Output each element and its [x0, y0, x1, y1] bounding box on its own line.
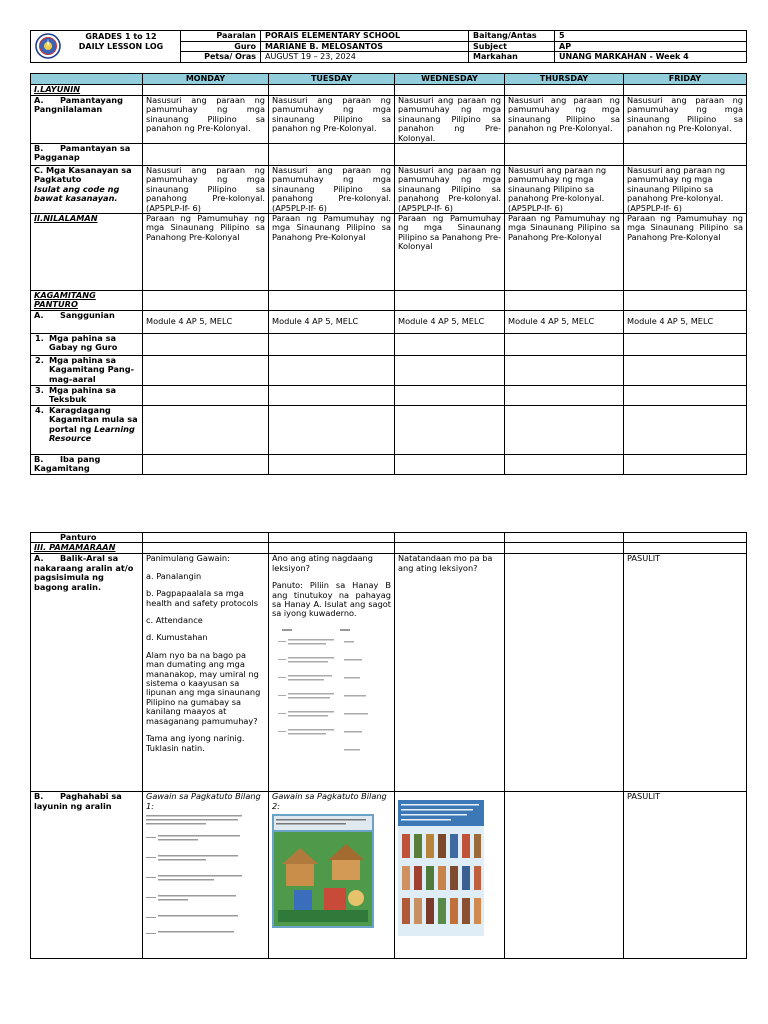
- lesson-table-part1: [30, 73, 747, 475]
- day-header-blank: [31, 74, 143, 85]
- section-layunin: I.LAYUNIN: [31, 85, 143, 96]
- cell-kasanayan-monday: Nasusuri ang paraan ng pamumuhay ng mga sinaunang Pilipino sa panahong Pre-kolonyal. (AP5PLP-If- 6): [143, 166, 269, 214]
- cell-pangnilalaman-wednesday: Nasusuri ang paraan ng pamumuhay ng mga sinaunang Pilipino sa panahon ng Pre-Kolonyal.: [395, 96, 505, 144]
- people-illustration-image: [398, 800, 484, 936]
- row-label-pamantayang-pangnilalaman: A. Pamantayang Pangnilalaman: [31, 96, 143, 144]
- row-label-karagdagang: 4. Karagdagang Kagamitan mula sa portal ng Learning Resource: [31, 405, 143, 454]
- cell-balik-aral-tuesday: Ano ang ating nagdaang leksiyon? Panuto: Piliin sa Hanay B ang tinutukoy na pahayag sa Hanay A. Isulat ang sagot sa iyong kuwaderno.: [269, 554, 395, 792]
- cell-paghahabi-wednesday: [395, 792, 505, 959]
- section-nilalaman: II.NILALAMAN: [31, 214, 143, 291]
- day-header-monday: MONDAY: [143, 74, 269, 85]
- section-pamamaraan: III. PAMAMARAAN: [31, 543, 143, 554]
- lesson-table-part2: [30, 532, 747, 959]
- row-label-balik-aral: A. Balik-Aral sa nakaraang aralin at/o pagsisimula ng bagong aralin.: [31, 554, 143, 792]
- header-title-line2: DAILY LESSON LOG: [78, 41, 164, 51]
- header-value-guro: MARIANE B. MELOSANTOS: [261, 41, 469, 52]
- cell-sanggunian-monday: Module 4 AP 5, MELC: [143, 311, 269, 334]
- header-value-paaralan: PORAIS ELEMENTARY SCHOOL: [261, 31, 469, 42]
- cell-balik-aral-wednesday: Natatandaan mo pa ba ang ating leksiyon?: [395, 554, 505, 792]
- kasanayan-note: Isulat ang code ng bawat kasanayan.: [34, 183, 120, 204]
- cell-sanggunian-wednesday: Module 4 AP 5, MELC: [395, 311, 505, 334]
- cell-pangnilalaman-monday: Nasusuri ang paraan ng pamumuhay ng mga sinaunang Pilipino sa panahon ng Pre-Kolonyal.: [143, 96, 269, 144]
- header-label-paaralan: Paaralan: [181, 31, 261, 42]
- cell-paghahabi-thursday: [505, 792, 624, 959]
- cell-paghahabi-friday: PASULIT: [624, 792, 747, 959]
- row-label-panturo-cont: Panturo: [31, 533, 143, 543]
- cell-kasanayan-wednesday: Nasusuri ang paraan ng pamumuhay ng mga sinaunang Pilipino sa panahong Pre-kolonyal. (AP5PLP-If- 6): [395, 166, 505, 214]
- section-kagamitan: KAGAMITANG PANTURO: [31, 291, 143, 311]
- village-illustration-image: [272, 814, 374, 928]
- row-label-gabay: 1. Mga pahina sa Gabay ng Guro: [31, 334, 143, 356]
- header-table: [30, 30, 747, 63]
- row-label-kagamitang-mag-aaral: 2. Mga pahina sa Kagamitang Pang-mag-aaral: [31, 356, 143, 386]
- header-value-subject: AP: [555, 41, 747, 52]
- day-header-wednesday: WEDNESDAY: [395, 74, 505, 85]
- row-label-pamantayan-pagganap: B. Pamantayan sa Pagganap: [31, 144, 143, 166]
- matching-worksheet-image: [272, 623, 390, 773]
- cell-nilalaman-thursday: Paraan ng Pamumuhay ng mga Sinaunang Pilipino sa Panahong Pre-Kolonyal: [505, 214, 624, 291]
- day-header-friday: FRIDAY: [624, 74, 747, 85]
- cell-balik-aral-monday: Panimulang Gawain: a. Panalangin b. Pagpapaalala sa mga health and safety protocols c. Attendance d. Kumustahan Alam nyo ba na bago pa man dumating ang mga mananakop, may umiral ng sistema o kaayusan sa lipunan ang mga sinaunang Pilipino na gumabay sa kanilang maayos at masaganang pamumuhay? Tama ang iyong narinig. Tuklasin natin.: [143, 554, 269, 792]
- cell-pangnilalaman-thursday: Nasusuri ang paraan ng pamumuhay ng mga sinaunang Pilipino sa panahon ng Pre-Kolonyal.: [505, 96, 624, 144]
- cell-pangnilalaman-tuesday: Nasusuri ang paraan ng pamumuhay ng mga sinaunang Pilipino sa panahon ng Pre-Kolonyal.: [269, 96, 395, 144]
- row-label-kasanayan: C. Mga Kasanayan sa Pagkatuto Isulat ang code ng bawat kasanayan.: [31, 166, 143, 214]
- header-label-baitang: Baitang/Antas: [469, 31, 555, 42]
- header-logo-cell: [31, 31, 181, 63]
- cell-balik-aral-friday: PASULIT: [624, 554, 747, 792]
- day-header-thursday: THURSDAY: [505, 74, 624, 85]
- cell-kasanayan-thursday: Nasusuri ang paraan ng pamumuhay ng mga sinaunang Pilipino sa panahong Pre-kolonyal. (AP5PLP-If- 6): [505, 166, 624, 214]
- worksheet-1-image: [146, 811, 246, 939]
- header-value-markahan: UNANG MARKAHAN - Week 4: [555, 52, 747, 63]
- row-label-sanggunian: A. Sanggunian: [31, 311, 143, 334]
- cell-nilalaman-wednesday: Paraan ng Pamumuhay ng mga Sinaunang Pilipino sa Panahong Pre-Kolonyal: [395, 214, 505, 291]
- cell-sanggunian-thursday: Module 4 AP 5, MELC: [505, 311, 624, 334]
- row-label-paghahabi: B. Paghahabi sa layunin ng aralin: [31, 792, 143, 959]
- cell-kasanayan-tuesday: Nasusuri ang paraan ng pamumuhay ng mga sinaunang Pilipino sa panahong Pre-kolonyal. (AP5PLP-If- 6): [269, 166, 395, 214]
- header-value-petsa: AUGUST 19 – 23, 2024: [261, 52, 469, 63]
- cell-sanggunian-tuesday: Module 4 AP 5, MELC: [269, 311, 395, 334]
- header-value-baitang: 5: [555, 31, 747, 42]
- header-label-guro: Guro: [181, 41, 261, 52]
- header-title-line1: GRADES 1 to 12: [85, 32, 157, 41]
- day-header-tuesday: TUESDAY: [269, 74, 395, 85]
- header-label-subject: Subject: [469, 41, 555, 52]
- cell-paghahabi-monday: Gawain sa Pagkatuto Bilang 1:: [143, 792, 269, 959]
- cell-nilalaman-tuesday: Paraan ng Pamumuhay ng mga Sinaunang Pilipino sa Panahong Pre-Kolonyal: [269, 214, 395, 291]
- header-label-markahan: Markahan: [469, 52, 555, 63]
- cell-balik-aral-thursday: [505, 554, 624, 792]
- cell-nilalaman-monday: Paraan ng Pamumuhay ng mga Sinaunang Pilipino sa Panahong Pre-Kolonyal: [143, 214, 269, 291]
- row-label-iba-pang: B. Iba pang Kagamitang: [31, 454, 143, 474]
- cell-nilalaman-friday: Paraan ng Pamumuhay ng mga Sinaunang Pilipino sa Panahong Pre-Kolonyal: [624, 214, 747, 291]
- cell-pangnilalaman-friday: Nasusuri ang paraan ng pamumuhay ng mga sinaunang Pilipino sa panahon ng Pre-Kolonyal.: [624, 96, 747, 144]
- cell-paghahabi-tuesday: Gawain sa Pagkatuto Bilang 2:: [269, 792, 395, 959]
- cell-sanggunian-friday: Module 4 AP 5, MELC: [624, 311, 747, 334]
- row-label-teksbuk: 3. Mga pahina sa Teksbuk: [31, 386, 143, 406]
- header-label-petsa: Petsa/ Oras: [181, 52, 261, 63]
- deped-seal-icon: [35, 33, 61, 59]
- cell-kasanayan-friday: Nasusuri ang paraan ng pamumuhay ng mga sinaunang Pilipino sa panahong Pre-kolonyal. (AP5PLP-If- 6): [624, 166, 747, 214]
